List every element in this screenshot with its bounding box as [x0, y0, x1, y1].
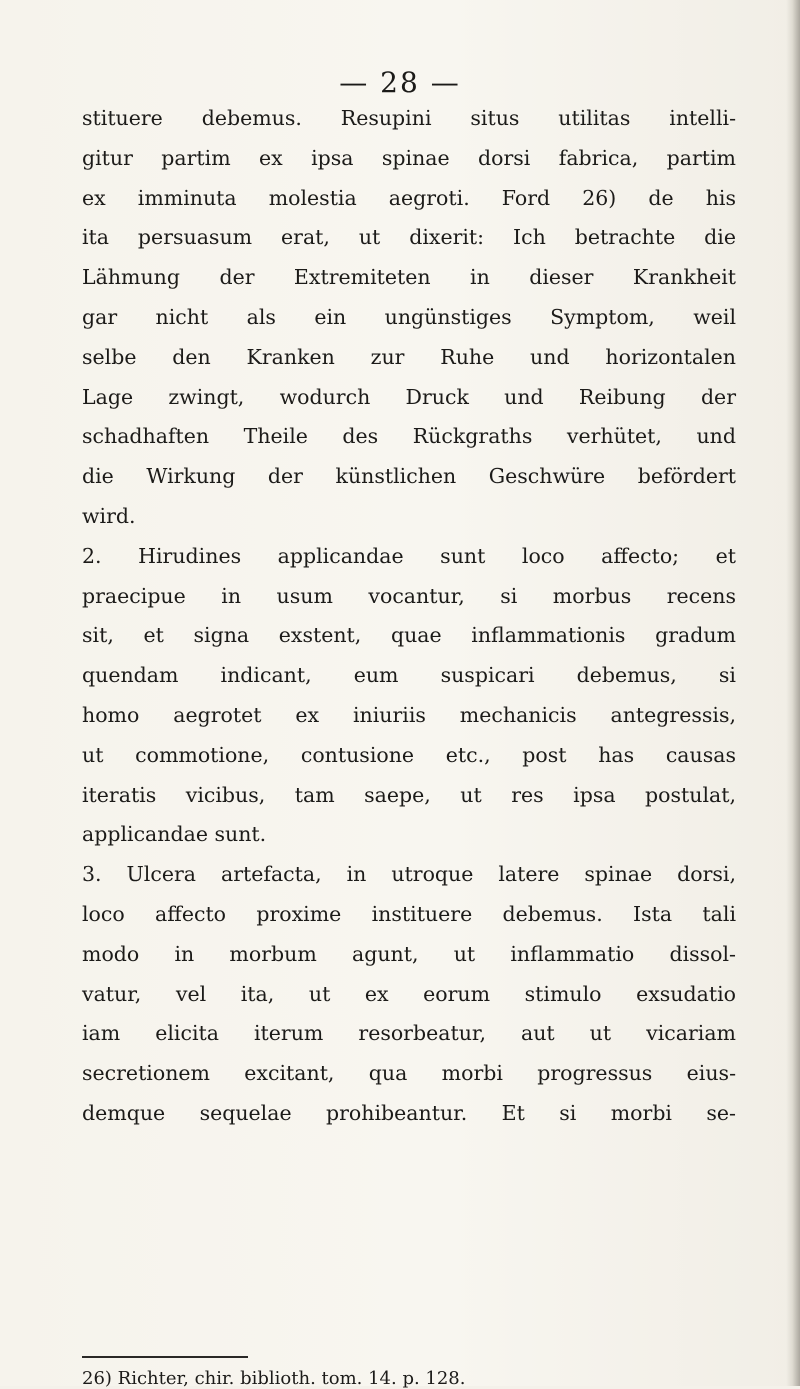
text-line: ex imminuta molestia aegroti. Ford 26) de his	[82, 185, 736, 210]
text-line: praecipue in usum vocantur, si morbus recens	[82, 583, 736, 608]
text-line: demque sequelae prohibeantur. Et si morbi se-	[82, 1100, 736, 1125]
text-line: Lage zwingt, wodurch Druck und Reibung der	[82, 384, 736, 409]
text-line: gar nicht als ein ungünstiges Symptom, weil	[82, 304, 736, 329]
text-line: die Wirkung der künstlichen Geschwüre befördert	[82, 464, 736, 489]
text-line: vatur, vel ita, ut ex eorum stimulo exsudatio	[82, 981, 736, 1006]
text-line: selbe den Kranken zur Ruhe und horizontalen	[82, 344, 736, 369]
text-line: ut commotione, contusione etc., post has causas	[82, 742, 736, 767]
page-number: — 28 —	[339, 66, 461, 99]
text-line: loco affecto proxime instituere debemus. Ista tali	[82, 901, 736, 926]
text-line: wird.	[82, 503, 136, 528]
text-line: iteratis vicibus, tam saepe, ut res ipsa postulat,	[82, 782, 736, 807]
body-text	[82, 99, 736, 1134]
text-line: applicandae sunt.	[82, 822, 267, 847]
text-line: 3. Ulcera artefacta, in utroque latere spinae dorsi,	[82, 862, 736, 887]
text-line: homo aegrotet ex iniuriis mechanicis antegressis,	[82, 702, 736, 727]
text-line: iam elicita iterum resorbeatur, aut ut vicariam	[82, 1021, 736, 1046]
page-edge-shadow	[786, 0, 800, 1386]
text-line: modo in morbum agunt, ut inflammatio dissol-	[82, 941, 736, 966]
text-line: quendam indicant, eum suspicari debemus, si	[82, 663, 736, 688]
text-line: sit, et signa exstent, quae inflammationis gradum	[82, 623, 736, 648]
text-line: gitur partim ex ipsa spinae dorsi fabrica, partim	[82, 145, 736, 170]
footnote-divider	[82, 1356, 248, 1358]
text-line: stituere debemus. Resupini situs utilitas intelli-	[82, 106, 736, 130]
footnote: 26) Richter, chir. biblioth. tom. 14. p. 128.	[82, 1368, 466, 1389]
text-line: secretionem excitant, qua morbi progressus eius-	[82, 1061, 736, 1086]
text-line: 2. Hirudines applicandae sunt loco affecto; et	[82, 543, 736, 568]
text-line: schadhaften Theile des Rückgraths verhütet, und	[82, 424, 736, 449]
text-line: ita persuasum erat, ut dixerit: Ich betrachte die	[82, 225, 736, 250]
text-line: Lähmung der Extremiteten in dieser Krankheit	[82, 265, 736, 290]
